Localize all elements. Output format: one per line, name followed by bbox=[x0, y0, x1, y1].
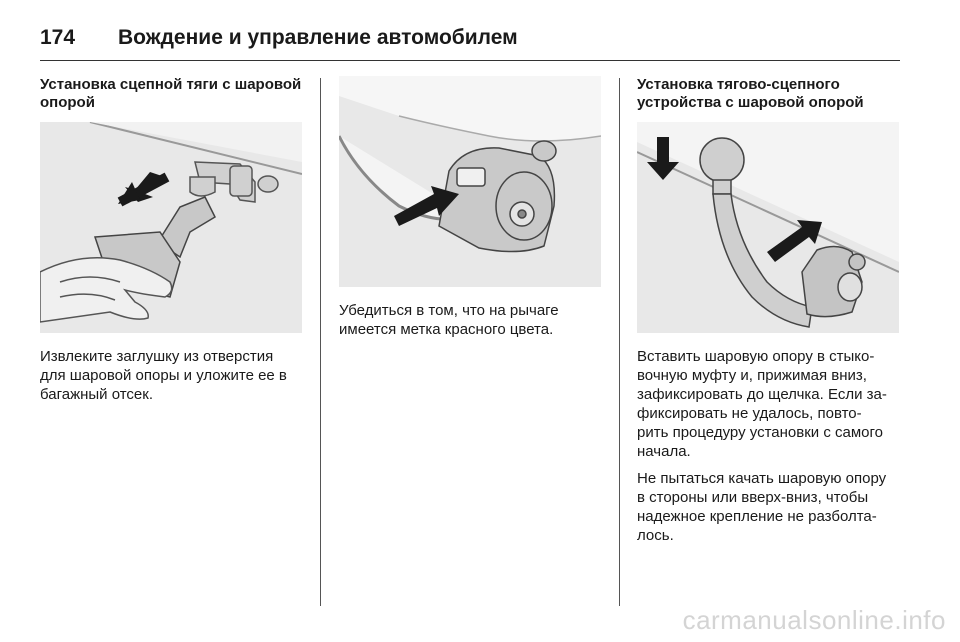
column-1 bbox=[40, 76, 304, 412]
figure-check-red-mark bbox=[339, 76, 601, 287]
column-3 bbox=[637, 76, 901, 553]
section-heading-ball-coupling: Установка сцепной тяги с шаровой опорой bbox=[40, 76, 302, 111]
page-number: 174 bbox=[40, 26, 76, 49]
watermark: carmanualsonline.info bbox=[682, 605, 946, 635]
header-rule bbox=[40, 60, 900, 61]
figure-remove-plug bbox=[40, 122, 302, 333]
instruction-check-red-mark: Убедиться в том, что на рычаге имеется метка красного цвета. bbox=[339, 302, 559, 338]
page-header bbox=[40, 18, 900, 58]
section-heading-towbar-install: Установка тягово-сцепного устройства с шаровой опорой bbox=[637, 76, 864, 111]
figure-insert-ball-bar bbox=[637, 122, 899, 333]
column-2 bbox=[339, 76, 603, 347]
instruction-insert-ball-bar: Вставить шаровую опору в стыко- вочную муфту и, прижимая вниз, зафиксировать до щелчка. Если за- фиксировать не удалось, повто- рить процедуру установки с самого начала. bbox=[637, 348, 887, 460]
column-divider-1 bbox=[320, 78, 321, 606]
instruction-remove-plug: Извлеките заглушку из отверстия для шаровой опоры и уложите ее в багажный отсек. bbox=[40, 348, 287, 403]
page-title: Вождение и управление автомобилем bbox=[118, 26, 518, 49]
instruction-do-not-rock: Не пытаться качать шаровую опору в стороны или вверх-вниз, чтобы надежное крепление не разболта- лось. bbox=[637, 470, 887, 544]
column-divider-2 bbox=[619, 78, 620, 606]
